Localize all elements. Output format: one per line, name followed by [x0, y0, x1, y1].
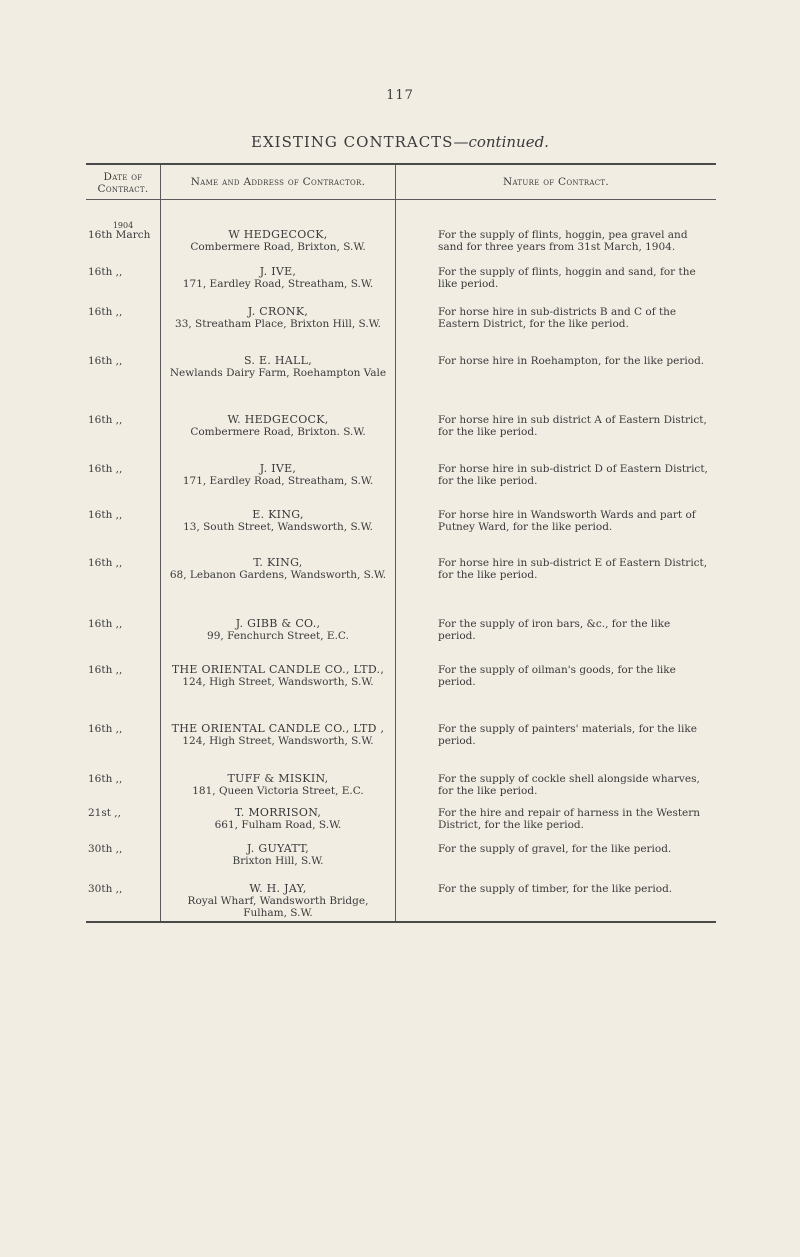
- row-nature: For the supply of flints, hoggin and sand, for the like period.: [438, 266, 696, 290]
- row-contractor: [166, 773, 390, 797]
- contractor-address: 33, Streatham Place, Brixton Hill, S.W.: [175, 318, 381, 330]
- contractor-name: W. HEDGECOCK,: [227, 413, 329, 426]
- contractor-name: THE ORIENTAL CANDLE CO., LTD ,: [171, 722, 385, 735]
- contractor-address: Newlands Dairy Farm, Roehampton Vale: [169, 367, 387, 379]
- row-nature: For horse hire in sub district A of Eastern District, for the like period.: [438, 414, 707, 438]
- table-bottom-rule: [86, 921, 716, 923]
- contracts-table: [86, 163, 716, 921]
- contractor-address: Combermere Road, Brixton, S.W.: [190, 241, 366, 253]
- title-main: EXISTING CONTRACTS: [251, 133, 454, 151]
- contractor-address: Royal Wharf, Wandsworth Bridge, Fulham, S.W.: [187, 895, 369, 919]
- table-top-rule: [86, 163, 716, 165]
- row-contractor: [166, 557, 390, 581]
- row-date: 16th March: [88, 229, 151, 241]
- row-contractor: [166, 414, 390, 438]
- header-nature: Nature of Contract.: [502, 176, 610, 188]
- row-date: 16th ,,: [88, 414, 123, 426]
- contractor-name: E. KING,: [252, 508, 304, 521]
- row-contractor: [166, 509, 390, 533]
- contractor-address: 171, Eardley Road, Streatham, S.W.: [182, 278, 374, 290]
- contractor-address: 661, Fulham Road, S.W.: [214, 819, 342, 831]
- year-label: 1904: [112, 221, 134, 230]
- header-date: Date of Contract.: [97, 171, 149, 195]
- row-date: 16th ,,: [88, 773, 123, 785]
- row-nature: For the supply of timber, for the like period.: [438, 883, 673, 895]
- contractor-name: J. CRONK,: [247, 305, 309, 318]
- row-contractor: [166, 664, 390, 688]
- row-nature: For horse hire in sub-district E of Eastern District, for the like period.: [438, 557, 708, 581]
- row-contractor: [166, 723, 390, 747]
- row-date: 30th ,,: [88, 843, 123, 855]
- header-contractor: Name and Address of Contractor.: [190, 176, 366, 188]
- row-date: 16th ,,: [88, 618, 123, 630]
- contractor-name: J. GIBB & CO.,: [235, 617, 321, 630]
- row-contractor: [166, 306, 390, 330]
- row-date: 16th ,,: [88, 509, 123, 521]
- row-date: 16th ,,: [88, 355, 123, 367]
- row-nature: For horse hire in Wandsworth Wards and part of Putney Ward, for the like period.: [438, 509, 696, 533]
- row-nature: For the supply of oilman's goods, for the like period.: [438, 664, 676, 688]
- row-nature: For the supply of cockle shell alongside wharves, for the like period.: [438, 773, 700, 797]
- page-title: [0, 133, 800, 151]
- contractor-name: W. H. JAY,: [249, 882, 307, 895]
- contractor-address: 99, Fenchurch Street, E.C.: [207, 630, 349, 642]
- row-nature: For the supply of flints, hoggin, pea gravel and sand for three years from 31st March, 1904.: [438, 229, 688, 253]
- row-nature: For the hire and repair of harness in the Western District, for the like period.: [438, 807, 701, 831]
- row-contractor: [166, 843, 390, 867]
- row-contractor: [166, 463, 390, 487]
- row-date: 16th ,,: [88, 664, 123, 676]
- contractor-name: S. E. HALL,: [243, 354, 313, 367]
- contractor-address: 68, Lebanon Gardens, Wandsworth, S.W.: [169, 569, 387, 581]
- row-nature: For the supply of iron bars, &c., for the like period.: [438, 618, 671, 642]
- row-nature: For the supply of gravel, for the like period.: [438, 843, 672, 855]
- contractor-name: J. IVE,: [259, 462, 297, 475]
- row-nature: For horse hire in sub-district D of Eastern District, for the like period.: [438, 463, 708, 487]
- column-divider: [395, 165, 396, 921]
- contractor-name: THE ORIENTAL CANDLE CO., LTD.,: [171, 663, 385, 676]
- contractor-name: T. KING,: [253, 556, 303, 569]
- row-nature: For the supply of painters' materials, for the like period.: [438, 723, 697, 747]
- row-contractor: [166, 229, 390, 253]
- contractor-name: T. MORRISON,: [234, 806, 322, 819]
- row-date: 16th ,,: [88, 463, 123, 475]
- row-date: 16th ,,: [88, 306, 123, 318]
- row-nature: For horse hire in Roehampton, for the like period.: [438, 355, 705, 367]
- row-date: 21st ,,: [88, 807, 121, 819]
- row-contractor: [166, 807, 390, 831]
- row-date: 16th ,,: [88, 266, 123, 278]
- contractor-address: 13, South Street, Wandsworth, S.W.: [183, 521, 373, 533]
- contractor-name: TUFF & MISKIN,: [227, 772, 329, 785]
- row-nature: For horse hire in sub-districts B and C of the Eastern District, for the like period.: [438, 306, 677, 330]
- row-contractor: [166, 618, 390, 642]
- row-date: 16th ,,: [88, 723, 123, 735]
- contractor-address: Combermere Road, Brixton. S.W.: [190, 426, 366, 438]
- row-date: 30th ,,: [88, 883, 123, 895]
- title-continued: —continued.: [453, 133, 549, 151]
- contractor-address: 181, Queen Victoria Street, E.C.: [192, 785, 364, 797]
- contractor-name: J. IVE,: [259, 265, 297, 278]
- table-header-rule: [86, 199, 716, 200]
- contractor-name: J. GUYATT,: [246, 842, 310, 855]
- contractor-address: Brixton Hill, S.W.: [232, 855, 324, 867]
- contractor-address: 124, High Street, Wandsworth, S.W.: [182, 676, 374, 688]
- row-contractor: [166, 266, 390, 290]
- contractor-address: 171, Eardley Road, Streatham, S.W.: [182, 475, 374, 487]
- row-date: 16th ,,: [88, 557, 123, 569]
- page-number: 117: [386, 88, 414, 103]
- contractor-name: W HEDGECOCK,: [228, 228, 328, 241]
- contractor-address: 124, High Street, Wandsworth, S.W.: [182, 735, 374, 747]
- row-contractor: [166, 883, 390, 919]
- row-contractor: [166, 355, 390, 379]
